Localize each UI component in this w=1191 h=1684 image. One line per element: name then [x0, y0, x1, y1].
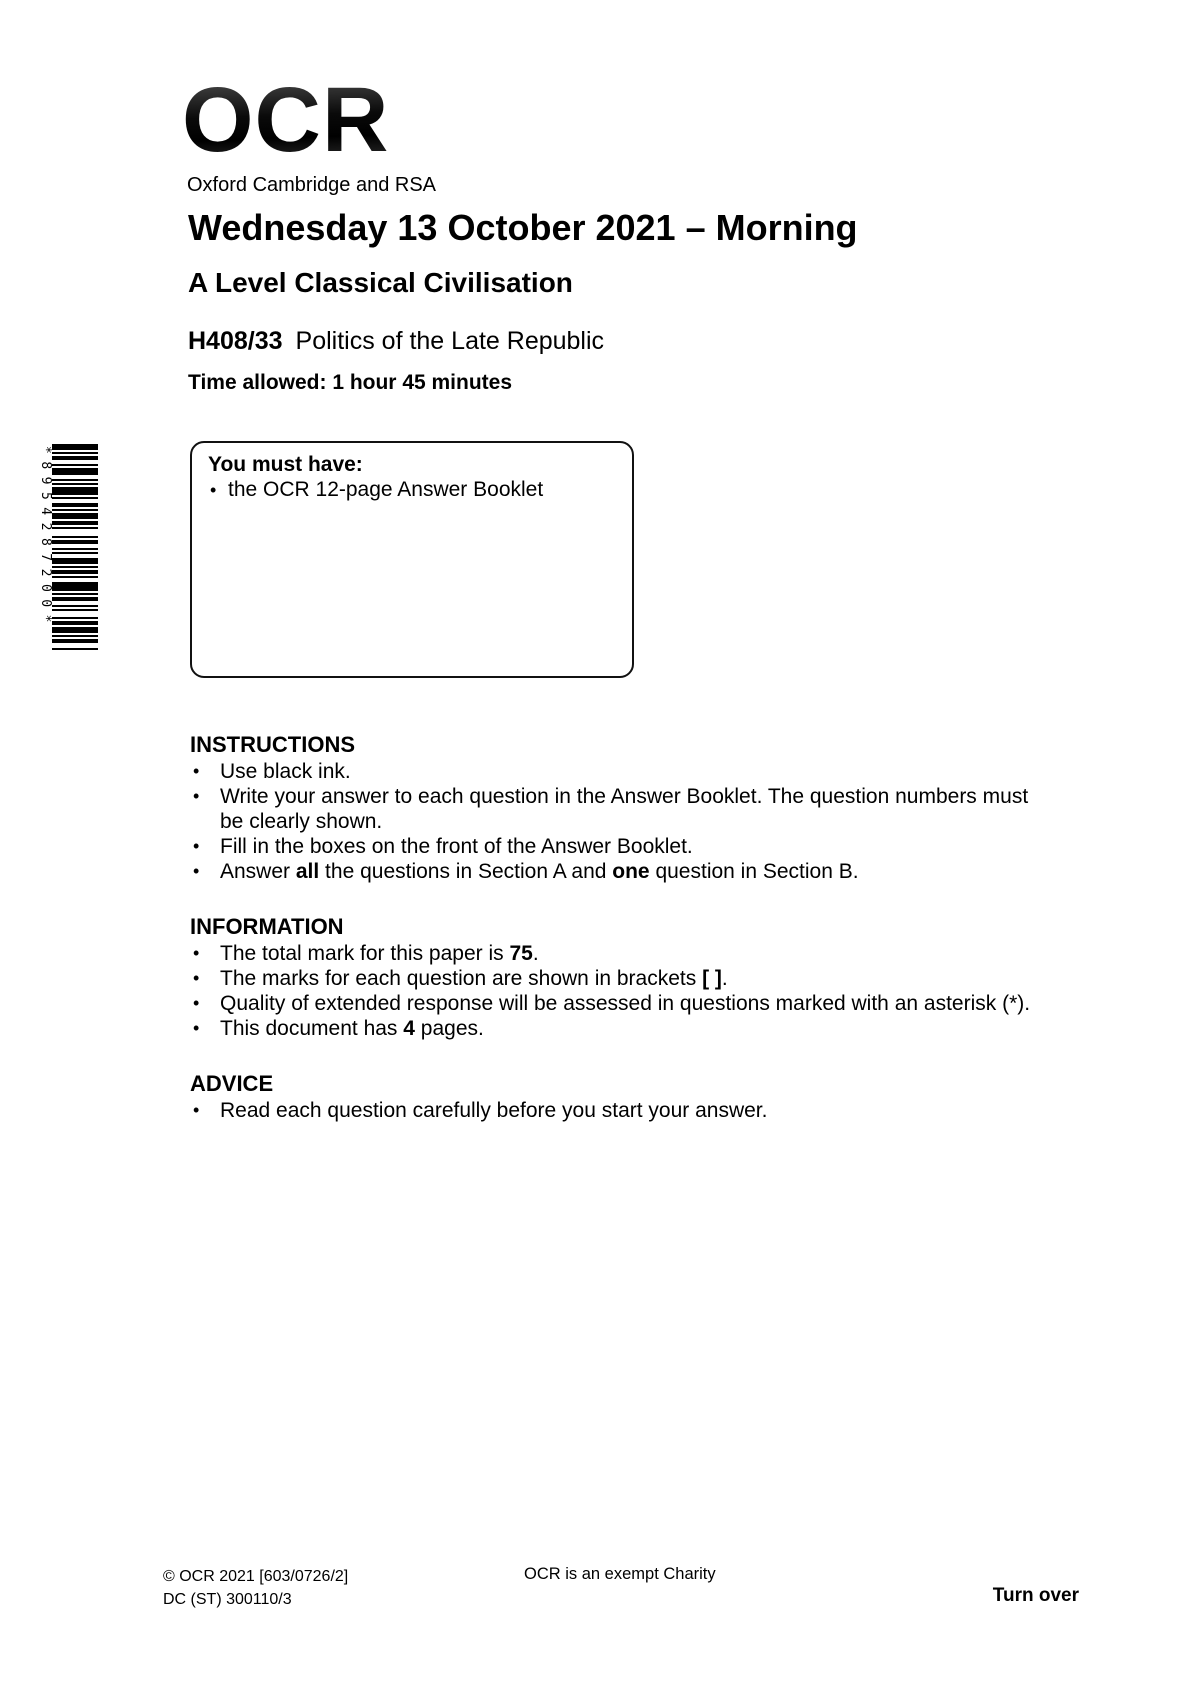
bullet-text-segment: Fill in the boxes on the front of the Answer Booklet.: [220, 835, 693, 858]
bullet-item: [190, 759, 1090, 784]
barcode-bar: [52, 648, 98, 650]
section-information: [190, 913, 1090, 1041]
bullet-text-segment: one: [612, 860, 650, 883]
exam-date-title: Wednesday 13 October 2021 – Morning: [188, 207, 858, 248]
section-heading: ADVICE: [190, 1071, 274, 1096]
bullet-text-segment: [ ]: [702, 967, 722, 990]
bullet-text-segment: be clearly shown.: [220, 810, 383, 833]
section-instructions: [190, 731, 1090, 884]
bullet-text-segment: Quality of extended response will be assessed in questions marked with an asterisk (*).: [220, 992, 1031, 1015]
must-have-item: • the OCR 12-page Answer Booklet: [208, 478, 616, 502]
paper-code: H408/33: [188, 327, 283, 355]
section-advice: [190, 1070, 1090, 1123]
bullet-text-segment: Use black ink.: [220, 760, 351, 783]
must-have-heading: You must have:: [208, 453, 363, 476]
barcode-text: *8954287200*: [38, 446, 53, 630]
logo-tagline: Oxford Cambridge and RSA: [187, 174, 437, 196]
bullet-item: [190, 834, 1090, 859]
bullet-item: [190, 966, 1090, 991]
bullet-text-segment: The total mark for this paper is: [220, 942, 510, 965]
barcode: [52, 444, 98, 650]
section-bullet-list: [190, 759, 1090, 884]
bullet-text-segment: Write your answer to each question in the Answer Booklet. The question numbers must: [220, 785, 1029, 808]
footer-left-block: [163, 1565, 348, 1611]
section-bullet-list: [190, 941, 1090, 1041]
bullet-text-segment: pages.: [414, 1017, 484, 1040]
must-have-box: [190, 441, 634, 678]
time-allowed-label: Time allowed: 1 hour 45 minutes: [188, 371, 513, 394]
footer-dc-code: DC (ST) 300110/3: [163, 1591, 292, 1608]
barcode-bar: [52, 582, 98, 590]
rubric-sections: [190, 731, 1090, 1123]
ocr-logo: OCR: [182, 69, 390, 171]
bullet-item: [190, 784, 1090, 834]
bullet-text-segment: Read each question carefully before you start your answer.: [220, 1099, 768, 1122]
bullet-item: [190, 859, 1090, 884]
bullet-text-segment: The marks for each question are shown in brackets: [220, 967, 703, 990]
bullet-item: [190, 1098, 1090, 1123]
bullet-item: [190, 1016, 1090, 1041]
turn-over-label: Turn over: [992, 1585, 1079, 1606]
paper-line: [188, 327, 604, 356]
bullet-text-segment: all: [295, 860, 320, 883]
bullet-text-segment: .: [721, 967, 728, 990]
footer-copyright: © OCR 2021 [603/0726/2]: [163, 1568, 349, 1585]
section-heading: INFORMATION: [190, 914, 344, 939]
footer-charity-note: OCR is an exempt Charity: [524, 1565, 716, 1583]
bullet-text-segment: This document has: [220, 1017, 404, 1040]
paper-title: Politics of the Late Republic: [295, 327, 605, 355]
bullet-text-segment: 75: [509, 942, 533, 965]
barcode-bar: [52, 487, 98, 495]
must-have-list: [208, 478, 616, 502]
section-heading: INSTRUCTIONS: [190, 732, 355, 757]
bullet-text-segment: 4: [403, 1017, 415, 1040]
bullet-item: [190, 941, 1090, 966]
bullet-text-segment: the questions in Section A and: [319, 860, 613, 883]
bullet-text-segment: question in Section B.: [649, 860, 859, 883]
section-bullet-list: [190, 1098, 1090, 1123]
exam-subject-title: A Level Classical Civilisation: [188, 267, 573, 298]
bullet-text-segment: .: [532, 942, 539, 965]
bullet-item: [190, 991, 1090, 1016]
bullet-text-segment: Answer: [220, 860, 296, 883]
